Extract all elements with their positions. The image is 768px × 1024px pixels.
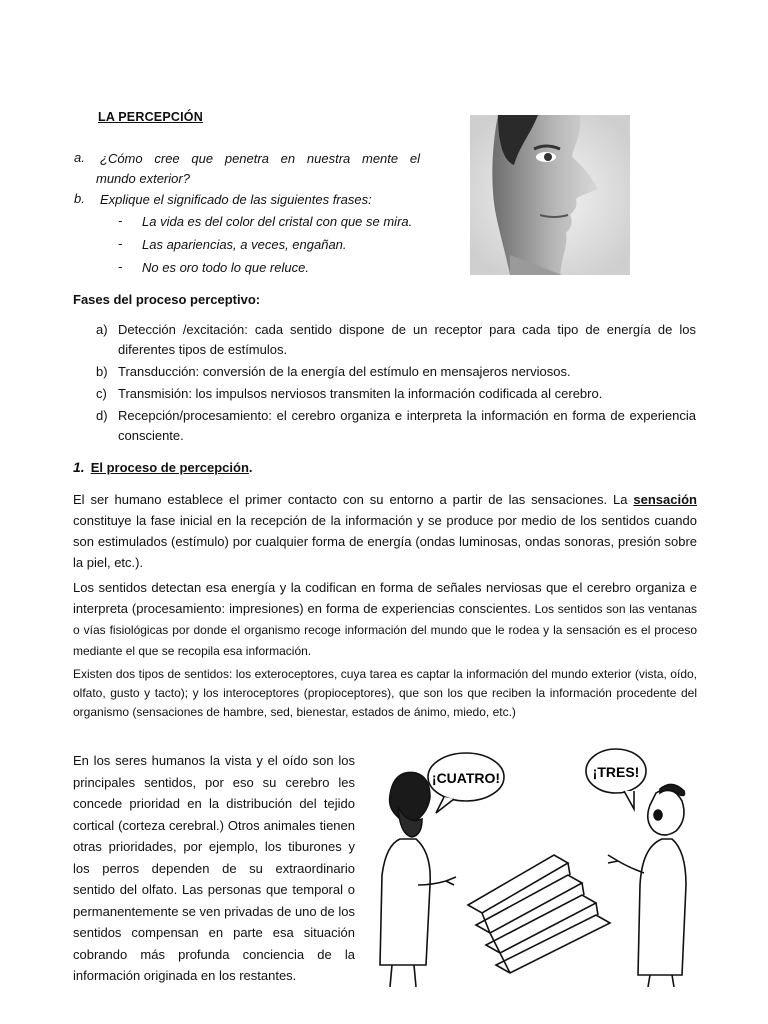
section-title: El proceso de percepción: [90, 460, 249, 475]
phases-list: [96, 320, 696, 448]
phase-text: Recepción/procesamiento: el cerebro organiza e interpreta la información en forma de experiencia consciente.: [118, 408, 696, 443]
phase-text: Transducción: conversión de la energía del estímulo en mensajeros nerviosos.: [118, 364, 571, 379]
phase-text: Detección /excitación: cada sentido dispone de un receptor para cada tipo de energía de los diferentes tipos de estímulos.: [118, 322, 696, 357]
paragraph-text: constituye la fase inicial en la recepción de la información y se produce por medio de los sentidos cuando son estimulados (estímulo) por cualquier forma de energía (ondas luminosas, ondas sonoras, presión sobre la piel, etc.).: [73, 513, 697, 570]
phase-item: [96, 320, 696, 360]
page-title: LA PERCEPCIÓN: [98, 110, 203, 124]
phase-text: Transmisión: los impulsos nerviosos transmiten la información codificada al cerebro.: [118, 386, 603, 401]
paragraph-vision-hearing: En los seres humanos la vista y el oído son los principales sentidos, por eso su cerebro les concede prioridad en la distribución del tejido cortical (corteza cerebral.) Otros animales tienen otras prioridades, por ejemplo, los tiburones y los perros dependen de su extraordinario sentido del olfato. Las personas que temporal o permanentemente se ven privadas de uno de los sentidos compensan en parte esa situación cobrando más profunda conciencia de la información originada en los restantes.: [73, 753, 355, 983]
phase-label: c): [96, 386, 107, 401]
face-illusion-photo: [470, 115, 630, 275]
bullet-dash: -: [118, 259, 123, 274]
question-a-line1: ¿Cómo cree que penetra en nuestra mente el: [100, 151, 420, 166]
phase-label: a): [96, 322, 108, 337]
sensation-term: sensación: [633, 492, 697, 507]
paragraph-text: El ser humano establece el primer contacto con su entorno a partir de las sensaciones. La: [73, 492, 634, 507]
section-heading: [73, 459, 253, 475]
bullet-dash: -: [118, 236, 123, 251]
paragraph-sense-types: Existen dos tipos de sentidos: los exteroceptores, cuya tarea es captar la información del mundo exterior (vista, oído, olfato, gusto y tacto); y los interoceptores (propioceptores), que son los que reciben la información procedente del organismo (sensaciones de hambre, sed, bienestar, estados de ánimo, miedo, etc.): [73, 667, 697, 719]
phases-heading: Fases del proceso perceptivo:: [73, 292, 261, 307]
paragraph-text: Los sentidos son las ventanas o vías fisiológicas por donde el organismo recoge información del mundo que le rodea y la sensación es el proceso mediante el que se recopila esa información.: [73, 602, 697, 658]
paragraph-text: Los sentidos detectan esa energía y la codifican en forma de señales nerviosas que el cerebro organiza e interpreta (procesamiento: impresiones) en forma de experiencias conscientes.: [73, 580, 697, 616]
section-number: 1.: [73, 459, 85, 475]
cartoon-illustration: [372, 735, 696, 987]
question-b-label: b.: [74, 191, 85, 206]
bubble-left-text: ¡CUATRO!: [431, 770, 501, 786]
question-a-label: a.: [74, 150, 85, 165]
paragraph-senses: [73, 577, 697, 661]
phase-item: [96, 406, 696, 446]
phrase-item: No es oro todo lo que reluce.: [142, 260, 309, 275]
question-b-text: Explique el significado de las siguientes frases:: [100, 192, 372, 207]
question-a-line2: mundo exterior?: [96, 171, 190, 186]
paragraph-sensation: [73, 489, 697, 573]
bubble-right-text: ¡TRES!: [592, 764, 640, 780]
section-body: [73, 489, 697, 726]
phase-label: d): [96, 408, 108, 423]
phase-item: [96, 384, 696, 404]
phase-item: [96, 362, 696, 382]
bullet-dash: -: [118, 213, 123, 228]
phase-label: b): [96, 364, 108, 379]
section-period: .: [248, 460, 253, 475]
phrase-item: La vida es del color del cristal con que se mira.: [142, 214, 413, 229]
phrase-item: Las apariencias, a veces, engañan.: [142, 237, 347, 252]
